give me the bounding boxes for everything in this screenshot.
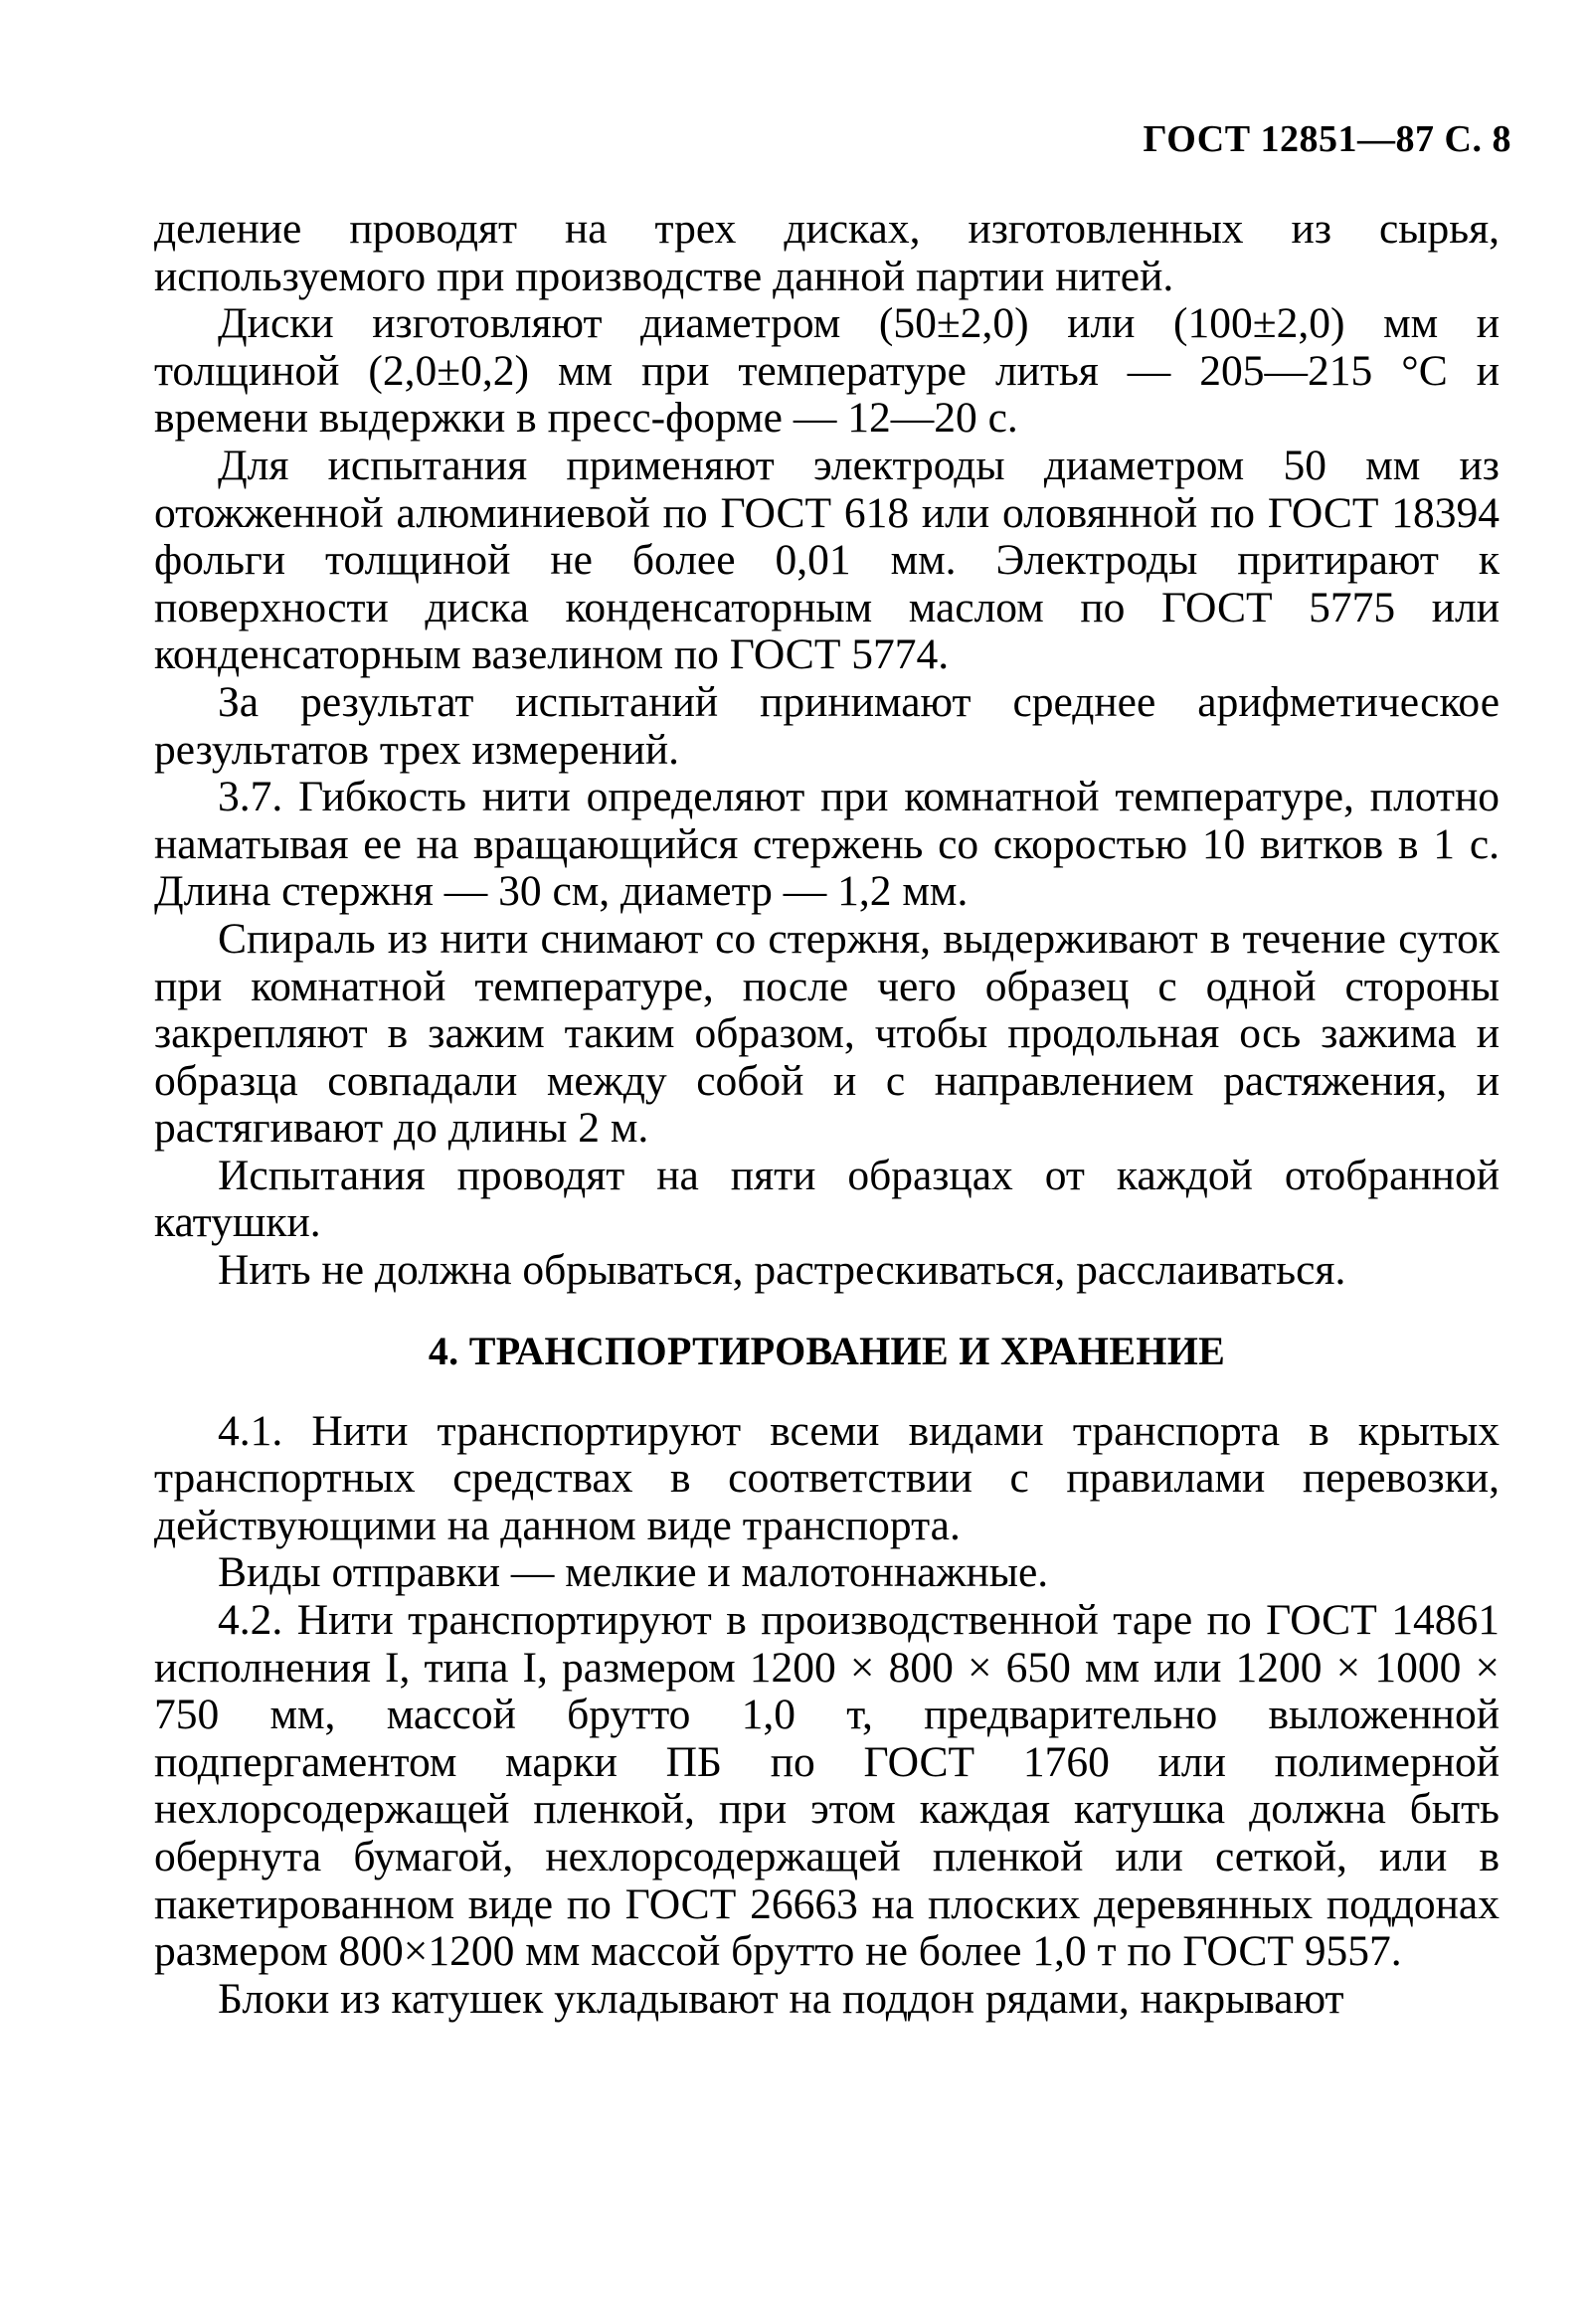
paragraph-spiral: Спираль из нити снимают со стержня, выдерживают в течение суток при комнатной температуре, после чего образец с одной стороны закрепляют в зажим таким образом, чтобы продольная ось зажима и образца совпадали между собой и с направлением растяжения, и растягивают до длины 2 м. — [154, 914, 1500, 1153]
paragraph-shipment-types: Виды отправки — мелкие и малотоннажные. — [218, 1548, 1049, 1597]
paragraph-continuation: деление проводят на трех дисках, изготовленных из сырья, используемого при производстве данной партии нитей. — [154, 205, 1500, 300]
paragraph-4-2: 4.2. Нити транспортируют в производственной таре по ГОСТ 14861 исполнения I, типа I, размером 1200 × 800 × 650 мм или 1200 × 1000 × 750 мм, массой брутто 1,0 т, предварительно выложенной подпергаментом марки ПБ по ГОСТ 1760 или полимерной нехлорсодержащей пленкой, при этом каждая катушка должна быть обернута бумагой, нехлорсодержащей пленкой или сеткой, или в пакетированном виде по ГОСТ 26663 на плоских деревянных поддонах размером 800×1200 мм массой брутто не более 1,0 т по ГОСТ 9557. — [154, 1596, 1500, 1976]
paragraph-requirement: Нить не должна обрываться, растрескиваться, расслаиваться. — [218, 1246, 1346, 1295]
paragraph-electrodes: Для испытания применяют электроды диаметром 50 мм из отожженной алюминиевой по ГОСТ 618 или оловянной по ГОСТ 18394 фольги толщиной не более 0,01 мм. Электроды притирают к поверхности диска конденсаторным маслом по ГОСТ 5775 или конденсаторным вазелином по ГОСТ 5774. — [154, 441, 1500, 679]
page-header: ГОСТ 12851—87 С. 8 — [1143, 118, 1511, 160]
paragraph-disk-dimensions: Диски изготовляют диаметром (50±2,0) или (100±2,0) мм и толщиной (2,0±0,2) мм при температуре литья — 205—215 °С и времени выдержки в пресс-форме — 12—20 с. — [154, 299, 1500, 443]
page-body — [154, 206, 1500, 2023]
paragraph-tests: Испытания проводят на пяти образцах от каждой отобранной катушки. — [154, 1151, 1500, 1247]
paragraph-4-1: 4.1. Нити транспортируют всеми видами транспорта в крытых транспортных средствах в соответствии с правилами перевозки, действующими на данном виде транспорта. — [154, 1406, 1500, 1549]
paragraph-blocks: Блоки из катушек укладывают на поддон рядами, накрывают — [218, 1974, 1344, 2023]
paragraph-result: За результат испытаний принимают среднее арифметическое результатов трех измерений. — [154, 677, 1500, 774]
paragraph-3-7-flexibility: 3.7. Гибкость нити определяют при комнатной температуре, плотно наматывая ее на вращающийся стержень со скоростью 10 витков в 1 с. Длина стержня — 30 см, диаметр — 1,2 мм. — [154, 773, 1500, 916]
section-title: 4. ТРАНСПОРТИРОВАНИЕ И ХРАНЕНИЕ — [428, 1328, 1226, 1373]
